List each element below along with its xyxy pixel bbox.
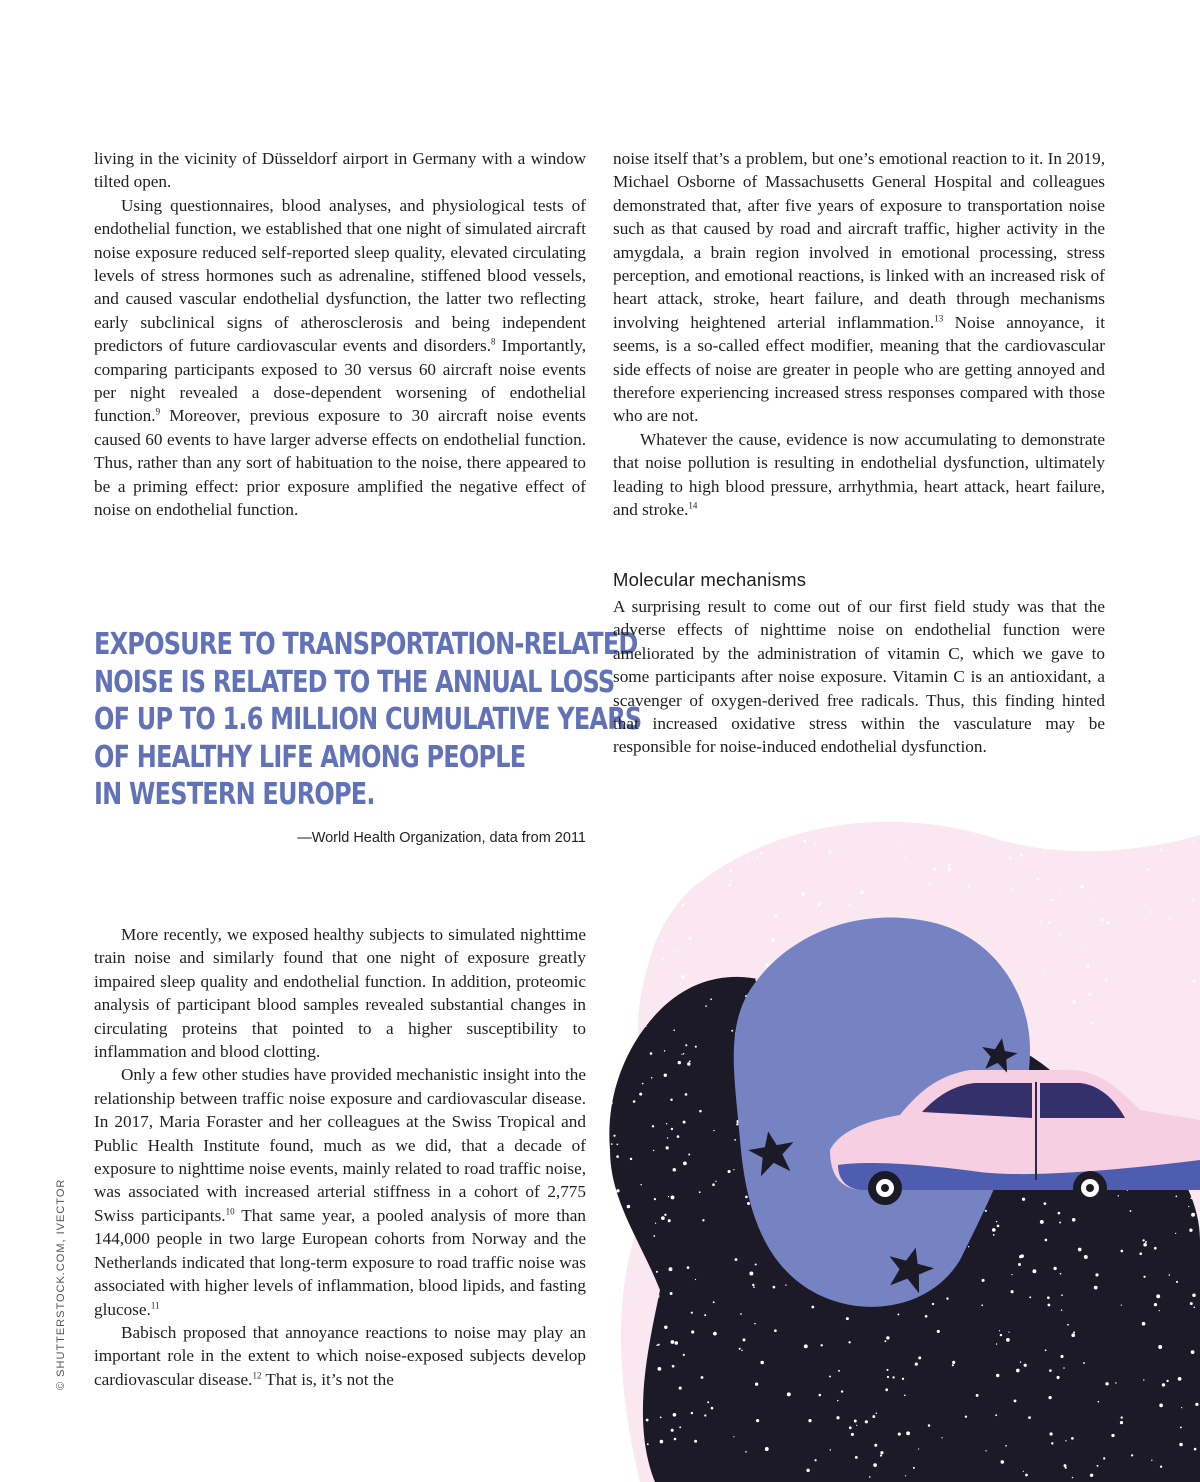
footnote-ref[interactable]: 12 bbox=[252, 1369, 262, 1380]
pull-quote-line: IN WESTERN EUROPE. bbox=[94, 777, 375, 812]
right-column-top bbox=[613, 147, 1105, 522]
pull-quote-line: OF HEALTHY LIFE AMONG PEOPLE bbox=[94, 739, 526, 775]
footnote-ref[interactable]: 8 bbox=[491, 336, 496, 347]
paragraph: Only a few other studies have provided mechanistic insight into the relationship between traffic noise exposure and cardiovascular disease. In 2017, Maria Foraster and her colleagues at the Swiss Tropical and Public Health Institute found, much as we did, that a decade of exposure to nighttime noise events, mainly related to road traffic noise, was associated with increased arterial stiffness in a cohort of 2,775 Swiss participants.$^{10}$ That same year, a pooled analysis of more than 144,000 people in two large European cohorts from Norway and the Netherlands indicated that long-term exposure to road traffic noise was associated with higher levels of inflammation, blood lipids, and fasting glucose.$^{11}$ bbox=[94, 1065, 586, 1319]
paragraph: living in the vicinity of Düsseldorf airport in Germany with a window tilted open. bbox=[94, 149, 586, 192]
left-column-bottom bbox=[94, 923, 586, 1391]
paragraph: Babisch proposed that annoyance reactions to noise may play an important role in the extent to which noise-exposed subjects develop cardiovascular disease.$^{12}$ That is, it’s not the bbox=[94, 1322, 586, 1389]
pull-quote-line: NOISE IS RELATED TO THE ANNUAL LOSS bbox=[94, 664, 615, 700]
footnote-ref[interactable]: 13 bbox=[934, 313, 944, 324]
paragraph: More recently, we exposed healthy subjects to simulated nighttime train noise and similarly found that one night of exposure greatly impaired sleep quality and endothelial function. In addition, proteomic analysis of participant blood samples revealed substantial changes in circulating proteins that pointed to a higher susceptibility to inflammation and blood clotting. bbox=[94, 925, 586, 1062]
paragraph: noise itself that’s a problem, but one’s emotional reaction to it. In 2019, Michael Osborne of Massachusetts General Hospital and colleagues demonstrated that, after five years of exposure to transportation noise such as that caused by road and aircraft traffic, higher activity in the amygdala, a brain region involved in emotional processing, stress perception, and emotional reactions, is linked with an increased risk of heart attack, stroke, heart failure, and death through mechanisms involving heightened arterial inflammation.$^{13}$ Noise annoyance, it seems, is a so-called effect modifier, meaning that the cardiovascular side effects of noise are greater in people who are getting annoyed and therefore experiencing increased stress responses compared with those who are not. bbox=[613, 149, 1105, 426]
footnote-ref[interactable]: 9 bbox=[155, 406, 161, 417]
footnote-ref[interactable]: 10 bbox=[225, 1206, 235, 1217]
footnote-ref[interactable]: 14 bbox=[688, 500, 698, 511]
pull-quote-line: EXPOSURE TO TRANSPORTATION-RELATED bbox=[94, 627, 638, 662]
car-noise-illustration bbox=[600, 820, 1200, 1482]
left-column-top bbox=[94, 147, 586, 522]
footnote-ref[interactable]: 11 bbox=[150, 1299, 160, 1310]
pull-quote-attribution: —World Health Organization, data from 2011 bbox=[297, 830, 586, 846]
pull-quote-line: OF UP TO 1.6 MILLION CUMULATIVE YEARS bbox=[94, 702, 642, 737]
section-heading: Molecular mechanisms bbox=[613, 569, 807, 590]
pull-quote bbox=[94, 626, 642, 814]
molecular-section bbox=[613, 595, 1105, 759]
photo-credit: © SHUTTERSTOCK.COM, IVECTOR bbox=[55, 1178, 67, 1390]
paragraph: Whatever the cause, evidence is now accumulating to demonstrate that noise pollution is resulting in endothelial dysfunction, ultimately leading to high blood pressure, arrhythmia, heart attack, heart failure, and stroke.$^{14}$ bbox=[613, 429, 1105, 520]
paragraph: A surprising result to come out of our first field study was that the adverse effects of nighttime noise on endothelial function were ameliorated by the administration of vitamin C, which we gave to some participants after noise exposure. Vitamin C is an antioxidant, a scavenger of oxygen-derived free radicals. Thus, this finding hinted that increased oxidative stress within the vasculature may be responsible for noise-induced endothelial dysfunction. bbox=[613, 597, 1105, 757]
paragraph: Using questionnaires, blood analyses, and physiological tests of endothelial function, we established that one night of simulated aircraft noise exposure reduced self-reported sleep quality, elevated circulating levels of stress hormones such as adrenaline, stiffened blood vessels, and caused vascular endothelial dysfunction, the latter two reflecting early subclinical signs of atherosclerosis and being independent predictors of future cardiovascular events and disorders.$^8$ Importantly, comparing participants exposed to 30 versus 60 aircraft noise events per night revealed a dose-dependent worsening of endothelial function.$^9$ Moreover, previous exposure to 30 aircraft noise events caused 60 events to have larger adverse effects on endothelial function. Thus, rather than any sort of habituation to the noise, there appeared to be a priming effect: prior exposure amplified the negative effect of noise on endothelial function. bbox=[94, 195, 586, 520]
